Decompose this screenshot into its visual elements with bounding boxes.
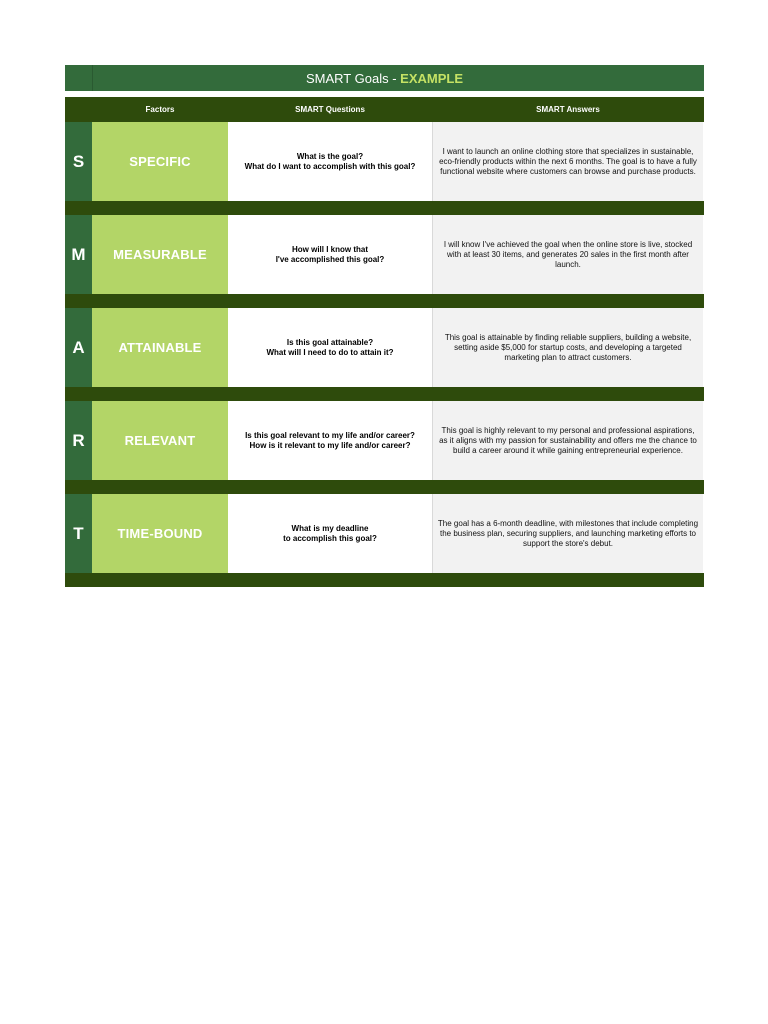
letter-cell: R bbox=[65, 401, 92, 480]
question-cell bbox=[228, 215, 432, 294]
question-cell bbox=[228, 122, 432, 201]
answer-cell: This goal is highly relevant to my personal and professional aspirations, as it aligns with my passion for sustainability and offers me the chance to build a career around it while gaining entrepreneurial experience. bbox=[432, 401, 703, 480]
row-divider bbox=[65, 294, 704, 308]
factor-cell: RELEVANT bbox=[92, 401, 228, 480]
answer-cell: I want to launch an online clothing store that specializes in sustainable, eco-friendly products within the next 6 months. The goal is to have a fully functional website where customers can browse and purchase products. bbox=[432, 122, 703, 201]
header-letter-cell bbox=[65, 97, 92, 122]
answer-cell: This goal is attainable by finding reliable suppliers, building a website, setting aside $5,000 for startup costs, and developing a targeted marketing plan to attract customers. bbox=[432, 308, 703, 387]
answer-cell: The goal has a 6-month deadline, with milestones that include completing the business plan, securing suppliers, and launching marketing efforts to support the store's debut. bbox=[432, 494, 703, 573]
table-row-relevant bbox=[65, 401, 704, 480]
table-row-measurable bbox=[65, 215, 704, 294]
factor-cell: TIME-BOUND bbox=[92, 494, 228, 573]
row-divider bbox=[65, 387, 704, 401]
table-row-attainable bbox=[65, 308, 704, 387]
letter-cell: T bbox=[65, 494, 92, 573]
letter-cell: S bbox=[65, 122, 92, 201]
question-line: I've accomplished this goal? bbox=[275, 254, 385, 264]
table-row-time-bound bbox=[65, 494, 704, 573]
question-cell bbox=[228, 494, 432, 573]
header-answers: SMART Answers bbox=[536, 105, 600, 114]
answer-cell: I will know I've achieved the goal when the online store is live, stocked with at least 30 items, and generates 20 sales in the first month after launch. bbox=[432, 215, 703, 294]
factor-cell: MEASURABLE bbox=[92, 215, 228, 294]
title-notch bbox=[65, 65, 93, 91]
row-divider bbox=[65, 201, 704, 215]
question-line: How will I know that bbox=[292, 244, 368, 254]
question-line: Is this goal relevant to my life and/or career? bbox=[245, 430, 415, 440]
question-line: to accomplish this goal? bbox=[283, 533, 377, 543]
question-cell bbox=[228, 401, 432, 480]
question-cell bbox=[228, 308, 432, 387]
smart-goals-sheet bbox=[65, 65, 704, 587]
question-line: What will I need to do to attain it? bbox=[266, 347, 394, 357]
header-factors: Factors bbox=[145, 105, 175, 114]
header-questions: SMART Questions bbox=[295, 105, 365, 114]
title-accent: EXAMPLE bbox=[400, 70, 463, 86]
letter-cell: M bbox=[65, 215, 92, 294]
title-bar bbox=[65, 65, 704, 91]
row-divider bbox=[65, 480, 704, 494]
question-line: What is my deadline bbox=[291, 523, 369, 533]
table-footer-bar bbox=[65, 573, 704, 587]
header-row bbox=[65, 97, 704, 122]
factor-cell: ATTAINABLE bbox=[92, 308, 228, 387]
question-line: How is it relevant to my life and/or career? bbox=[249, 440, 411, 450]
table-row-specific bbox=[65, 122, 704, 201]
question-line: What do I want to accomplish with this goal? bbox=[244, 161, 416, 171]
title-separator: - bbox=[388, 70, 401, 86]
letter-cell: A bbox=[65, 308, 92, 387]
question-line: Is this goal attainable? bbox=[286, 337, 374, 347]
question-line: What is the goal? bbox=[296, 151, 364, 161]
title-main: SMART Goals bbox=[305, 70, 389, 86]
factor-cell: SPECIFIC bbox=[92, 122, 228, 201]
